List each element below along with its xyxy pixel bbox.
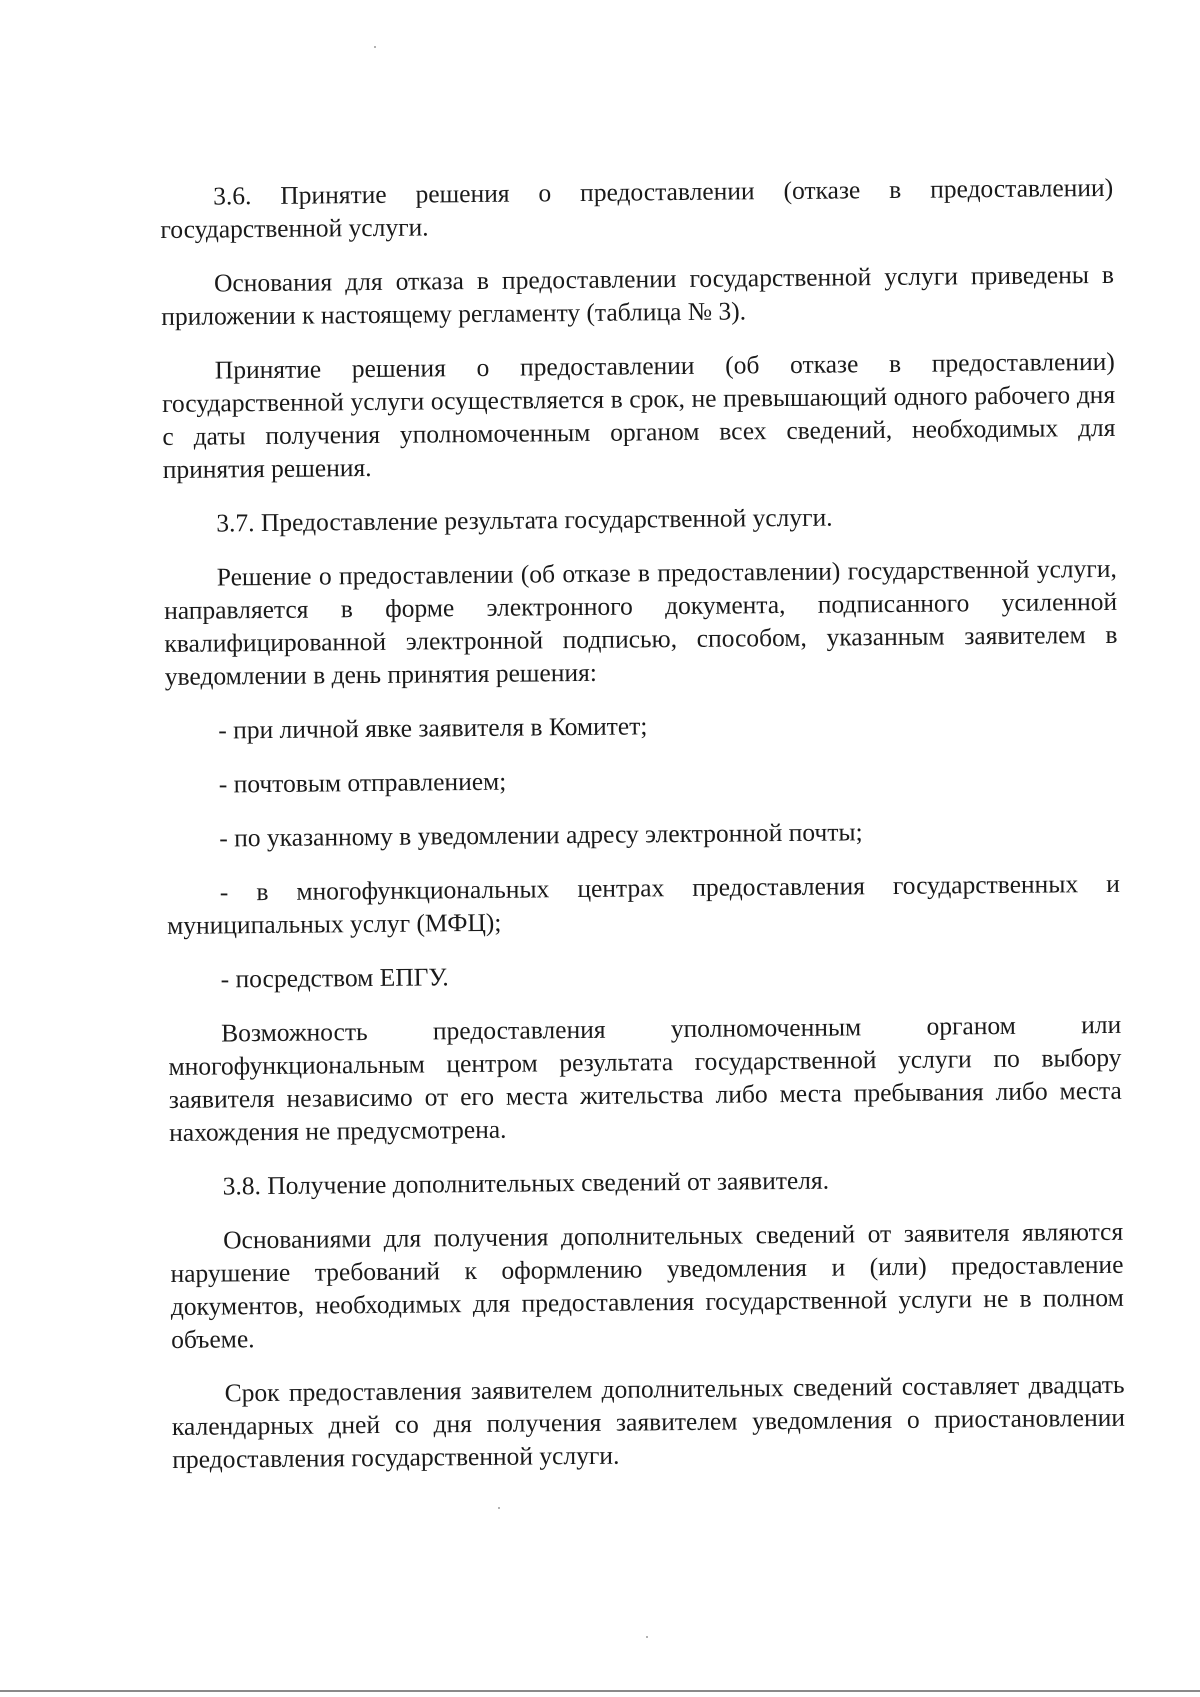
decision-term-paragraph: Принятие решения о предоставлении (об отказе в предоставлении) государственной услуги осуществляется в срок, не превышающий одного рабочего дня с даты получения уполномоченным органом всех сведений, необходимых для принятия решения. <box>162 346 1116 484</box>
decision-delivery-paragraph: Решение о предоставлении (об отказе в предоставлении) государственной услуги, направляется в форме электронного документа, подписанного усиленной квалифицированной электронной подписью, способом, указанным заявителем в уведомлении в день принятия решения: <box>163 553 1118 691</box>
scan-edge-line <box>0 1690 1200 1692</box>
delivery-option-epgu: - посредством ЕПГУ. <box>220 962 449 994</box>
scan-speck <box>646 1636 648 1638</box>
delivery-option-in-person: - при личной явке заявителя в Комитет; <box>218 711 648 745</box>
additional-info-grounds-paragraph: Основаниями для получения дополнительных сведений от заявителя являются нарушение требований к оформлению уведомления и (или) предоставление документов, необходимых для предоставления государственной услуги не в полном объеме. <box>170 1216 1124 1354</box>
section-3-8-heading: 3.8. Получение дополнительных сведений от заявителя. <box>222 1165 830 1201</box>
section-3-7-heading: 3.7. Предоставление результата государственной услуги. <box>216 502 833 538</box>
refusal-grounds-paragraph: Основания для отказа в предоставлении государственной услуги приведены в приложении к настоящему регламенту (таблица № 3). <box>161 259 1115 331</box>
delivery-option-mfc: - в многофункциональных центрах предоставления государственных и муниципальных услуг (МФЦ); <box>167 868 1120 940</box>
additional-info-term-paragraph: Срок предоставления заявителем дополнительных сведений составляет двадцать календарных дней со дня получения заявителем уведомления о приостановлении предоставления государственной услуги. <box>171 1369 1126 1474</box>
delivery-option-mail: - почтовым отправлением; <box>218 766 507 799</box>
scan-speck <box>374 46 376 48</box>
scan-speck <box>498 1507 500 1509</box>
section-3-6-heading: 3.6. Принятие решения о предоставлении (отказе в предоставлении) государственной услуги. <box>160 172 1114 244</box>
document-page <box>160 171 1126 1497</box>
extraterritorial-paragraph: Возможность предоставления уполномоченным органом или многофункциональным центром результата государственной услуги по выбору заявителя независимо от его места жительства либо места пребывания либо места нахождения не предусмотрена. <box>168 1009 1122 1147</box>
delivery-option-email: - по указанному в уведомлении адресу электронной почты; <box>219 817 863 853</box>
